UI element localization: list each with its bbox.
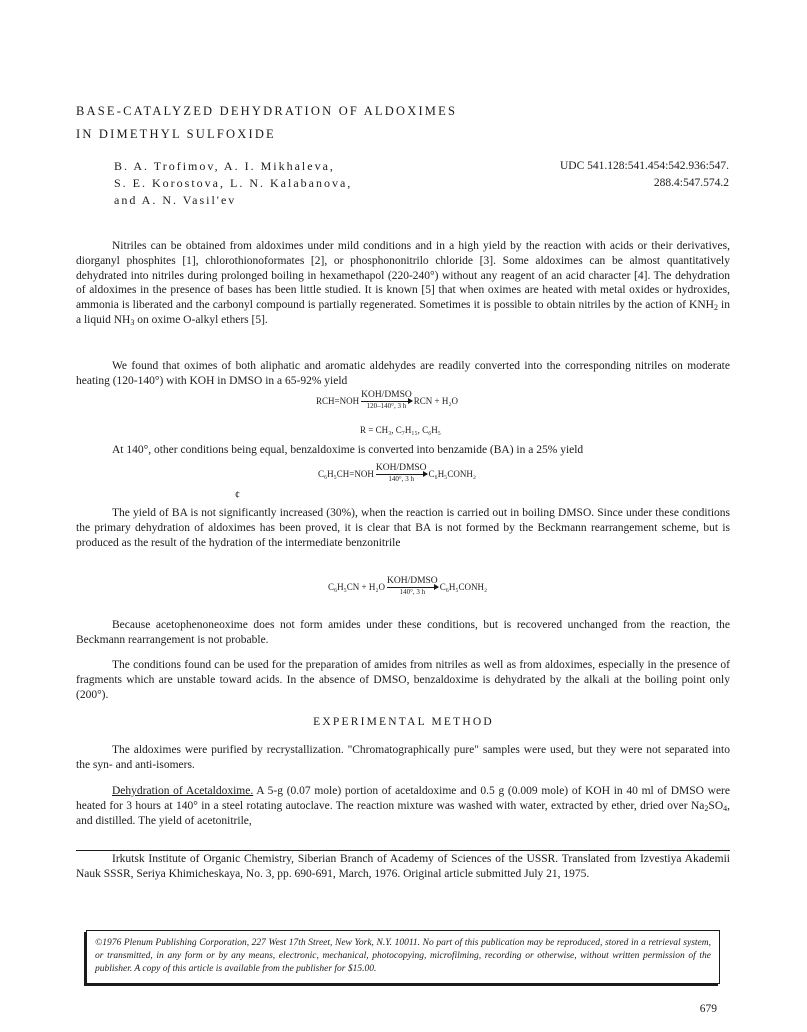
equation-2 [318,463,476,484]
reaction-arrow [361,390,412,411]
equation-product: C₆H₅CONH₂ [428,468,476,479]
text-run: in a liquid NH [76,299,730,326]
intro-paragraph [76,239,730,328]
reaction-arrow [387,576,438,597]
procedure-heading: Dehydration of Acetaldoxime. [112,785,254,797]
text-run: SO [708,799,724,812]
arrow-line [361,401,412,402]
reaction-arrow [376,463,427,484]
subscript: 4 [723,803,728,813]
text-run: A 5-g (0.07 mole) portion of acetaldoxime and 0.5 g (0.009 mole) of KOH in 40 ml of DMSO were heated for 3 hours at 140° in a steel rotating autoclave. The reaction mixture was washed with water, extracted by ether, dried over Na [76,785,730,812]
text-run: Nitriles can be obtained from aldoximes under mild conditions and in a high yield by the reaction with acids or their derivatives, diorganyl phosphites [1], chlorothionoformates [2], or phosphononitrilo chloride [3]. Some aldoximes can be almost quantitatively dehydrated into nitriles during prolonged boiling in hexamethapol (220-240°) without any reagent of an acid character [4]. The dehydration of aldoximes in the presence of bases has been little studied. It is known [5] that when oximes are heated with metal oxides or hydroxides, ammonia is liberated and the carbonyl compound is partially regenerated. Sometimes it is possible to obtain nitriles by the action of KNH [76,240,730,312]
subscript: 2 [704,803,709,813]
author-line: B. A. Trofimov, A. I. Mikhaleva, [114,159,335,173]
subscript: 2 [713,303,718,313]
conditions-paragraph: The conditions found can be used for the preparation of amides from nitriles as well as from aldoximes, especially in the presence of fragments which are unstable toward acids. In the absence of DMSO, benzaldoxime is dehydrated by the alkali at the boiling point only (200°). [76,659,730,701]
equation-product: C₆H₅CONH₂ [439,581,488,592]
footnote-divider [76,850,730,851]
page-number: 679 [699,1003,717,1015]
acetophenone-paragraph: Because acetophenoneoxime does not form amides under these conditions, but is recovered unchanged from the reaction, the Beckmann rearrangement is not probable. [76,619,730,646]
results-paragraph: We found that oximes of both aliphatic and aromatic aldehydes are readily converted into the corresponding nitriles on moderate heating (120-140°) with KOH in DMSO in a 65-92% yield [76,360,730,387]
author-line: and A. N. Vasil'ev [114,193,237,207]
yield-paragraph: The yield of BA is not significantly increased (30%), when the reaction is carried out in boiling DMSO. Since under these conditions the primary dehydration of aldoximes has been proved, it is clear that BA is not formed by the Beckmann rearrangement scheme, but is produced as the result of the hydration of the intermediate benzonitrile [76,507,730,549]
procedure-paragraph [76,784,730,828]
section-heading: EXPERIMENTAL METHOD [313,716,494,728]
affiliation-footnote: Irkutsk Institute of Organic Chemistry, Siberian Branch of Academy of Sciences of the USSR. Translated from Izvestiya Akademii Nauk SSSR, Seriya Khimicheskaya, No. 3, pp. 690-691, March, 1976. Original article submitted July 21, 1975. [76,853,730,880]
udc-line: UDC 541.128:541.454:542.936:547. [560,160,729,172]
equation-reactant: C₆H₅CN + H₂O [328,581,385,592]
substituent-list: R = CH₃, C₇H₁₅, C₆H₅ [360,425,441,435]
equation-reactant: C₆H₅CH=NOH [318,468,374,479]
article-title-line2: IN DIMETHYL SULFOXIDE [76,127,276,141]
arrow-conditions: 140°, 3 h [388,475,414,483]
article-title-line1: BASE-CATALYZED DEHYDRATION OF ALDOXIMES [76,104,458,118]
benzamide-paragraph: At 140°, other conditions being equal, benzaldoxime is converted into benzamide (BA) in a 25% yield [112,444,584,456]
arrow-reagent: KOH/DMSO [387,576,438,586]
equation-reactant: RCH=NOH [316,395,360,406]
udc-line: 288.4:547.574.2 [653,177,729,189]
arrow-line [376,474,427,475]
arrow-reagent: KOH/DMSO [361,390,412,400]
arrow-line [387,587,438,588]
authors-block [114,158,352,209]
arrow-conditions: 120–140°, 3 h [366,402,407,410]
udc-code [560,158,729,192]
margin-mark: ¢ [235,490,240,501]
text-run: , and distilled. The yield of acetonitrile, [76,799,730,827]
equation-3 [328,576,487,597]
arrow-conditions: 140°, 3 h [399,588,426,596]
equation-1 [316,390,458,411]
purification-paragraph: The aldoximes were purified by recrystallization. "Chromatographically pure" samples were used, but they were not separated into the syn- and anti-isomers. [76,744,730,771]
subscript: 3 [130,317,135,327]
copyright-notice: ©1976 Plenum Publishing Corporation, 227 West 17th Street, New York, N.Y. 10011. No part of this publication may be reproduced, stored in a retrieval system, or transmitted, in any form or by any means, electronic, mechanical, photocopying, microfilming, recording or otherwise, without written permission of the publisher. A copy of this article is available from the publisher for $15.00. [95,938,711,974]
copyright-box [86,930,720,984]
author-line: S. E. Korostova, L. N. Kalabanova, [114,176,353,190]
arrow-reagent: KOH/DMSO [375,463,427,473]
text-run: on oxime O-alkyl ethers [5]. [134,313,268,326]
equation-product: RCN + H₂O [413,395,458,406]
